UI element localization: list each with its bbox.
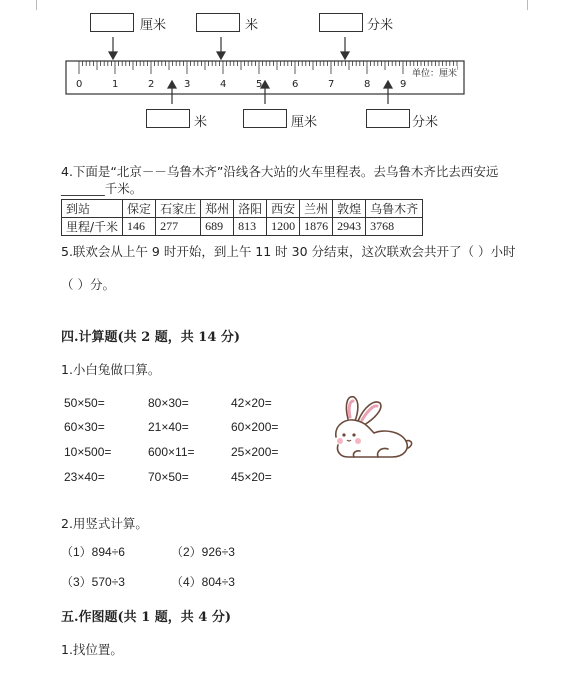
table-cell: 3768 [366,218,423,236]
oral-item: 21×40= [148,420,189,434]
answer-box-bottom-3[interactable] [366,109,410,128]
section5-q1-title: 1.找位置。 [61,642,123,657]
oral-item: 80×30= [148,396,189,410]
down-arrows [109,37,349,59]
oral-item: 25×200= [231,445,279,459]
ruler-tick-number: 0 [76,79,83,90]
vertical-item: （2）926÷3 [171,545,235,559]
ruler-tick-number: 1 [112,79,119,90]
answer-box-bottom-2[interactable] [243,109,287,128]
rabbit-eye-left [342,433,345,436]
section5-title: 五.作图题(共 1 题，共 4 分) [61,610,232,625]
q4-text-line2: _______千米。 [61,181,143,196]
answer-box-bottom-1[interactable] [146,109,190,128]
unit-label-bottom-1: 米 [194,115,208,130]
rabbit-illustration [318,393,418,465]
rabbit-eye-right [352,433,355,436]
table-cell: 西安 [267,200,300,218]
table-cell: 1200 [267,218,300,236]
table-cell: 郑州 [201,200,234,218]
oral-item: 60×30= [64,420,105,434]
table-cell: 2943 [333,218,366,236]
vertical-item: （4）804÷3 [171,575,235,589]
unit-label-bottom-2: 厘米 [291,115,318,130]
ruler-tick-number: 4 [220,79,227,90]
ruler-tick-number: 8 [364,79,371,90]
oral-item: 60×200= [231,420,279,434]
table-cell: 里程/千米 [62,218,123,236]
unit-label-bottom-3: 分米 [412,115,439,130]
q4-text-line1: 4.下面是“北京－－乌鲁木齐”沿线各大站的火车里程表。去乌鲁木齐比去西安远 [61,164,499,179]
table-cell: 石家庄 [156,200,201,218]
ruler-unit-label: 单位：厘米 [412,66,457,79]
oral-item: 600×11= [148,445,195,459]
table-row [62,200,423,218]
table-cell: 敦煌 [333,200,366,218]
oral-item: 23×40= [64,470,105,484]
section4-q1-title: 1.小白兔做口算。 [61,362,161,377]
table-cell: 689 [201,218,234,236]
unit-label-top-2: 米 [245,18,259,33]
section4-title: 四.计算题(共 2 题，共 14 分) [61,330,241,345]
table-cell: 乌鲁木齐 [366,200,423,218]
ruler-tick-number: 9 [400,79,407,90]
rabbit-cheek-left [337,438,343,444]
vertical-item: （1）894÷6 [61,545,125,559]
ruler-tick-number: 2 [148,79,155,90]
oral-item: 42×20= [231,396,272,410]
table-cell: 到站 [62,200,123,218]
ruler-tick-number: 7 [328,79,335,90]
table-cell: 保定 [123,200,156,218]
rabbit-cheek-right [355,438,361,444]
ruler-tick-number: 3 [184,79,191,90]
section4-q2-title: 2.用竖式计算。 [61,516,148,531]
table-cell: 1876 [300,218,333,236]
table-cell: 兰州 [300,200,333,218]
ruler-tick-number: 5 [256,79,263,90]
ruler-tick-number: 6 [292,79,299,90]
oral-item: 50×50= [64,396,105,410]
oral-item: 70×50= [148,470,189,484]
table-cell: 洛阳 [234,200,267,218]
oral-item: 10×500= [64,445,112,459]
mileage-table [61,199,423,236]
unit-label-top-3: 分米 [367,18,394,33]
q5-text-line1: 5.联欢会从上午 9 时开始，到上午 11 时 30 分结束，这次联欢会共开了（ ）小时 [61,244,516,259]
table-cell: 146 [123,218,156,236]
vertical-item: （3）570÷3 [61,575,125,589]
table-row [62,218,423,236]
table-cell: 277 [156,218,201,236]
oral-item: 45×20= [231,470,272,484]
unit-label-top-1: 厘米 [140,18,167,33]
table-cell: 813 [234,218,267,236]
q5-text-line2: （ ）分。 [61,277,115,292]
